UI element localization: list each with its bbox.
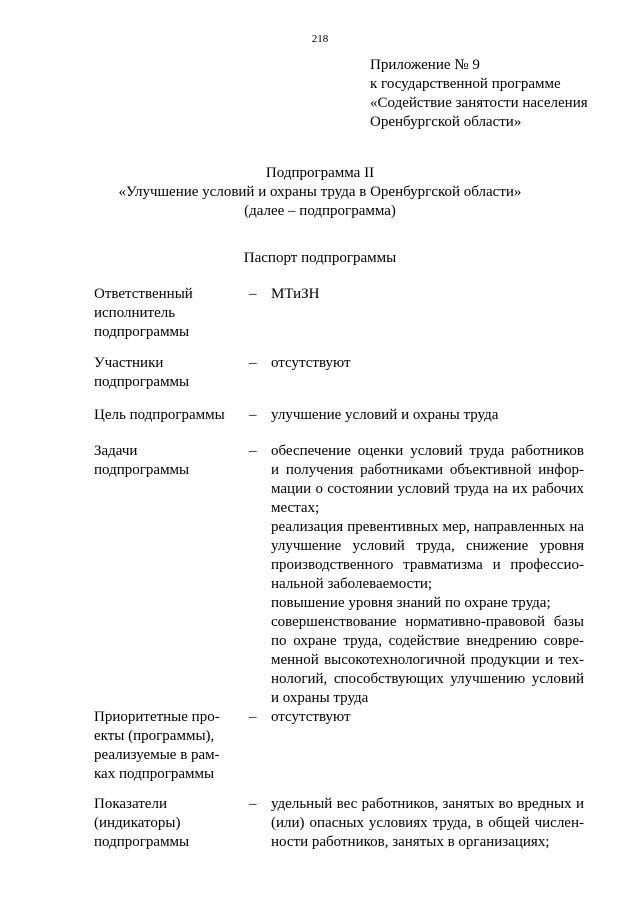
- row-label: Приоритетные про- екты (программы), реализуемые в рам- ках подпрограммы: [94, 709, 220, 782]
- appendix-line: к государственной программе: [370, 76, 561, 92]
- appendix-line: «Содействие занятости населения: [370, 95, 588, 111]
- row-dash: –: [249, 796, 257, 812]
- row-label: Ответственный исполнитель подпрограммы: [94, 286, 193, 340]
- subprogram-name: «Улучшение условий и охраны труда в Оренбургской области»: [118, 184, 522, 200]
- row-dash: –: [249, 443, 257, 459]
- row-value: отсутствуют: [271, 355, 351, 371]
- subprogram-title: Подпрограмма II: [265, 165, 375, 181]
- row-value: МТиЗН: [271, 286, 320, 302]
- appendix-line: Оренбургской области»: [370, 114, 522, 130]
- row-dash: –: [249, 286, 257, 302]
- row-value: отсутствуют: [271, 709, 351, 725]
- row-label: Участники подпрограммы: [94, 355, 190, 390]
- row-value: удельный вес работников, занятых во вредных и (или) опасных условиях труда, в общей числен- ности работников, занятых в организациях;: [271, 796, 584, 850]
- row-dash: –: [249, 407, 257, 423]
- appendix-line: Приложение № 9: [370, 57, 480, 73]
- page-number: 218: [311, 33, 329, 45]
- row-label: Цель подпрограммы: [94, 407, 225, 423]
- row-value: обеспечение оценки условий труда работников и получения работниками объективной инфор- мации о состоянии условий труда на их рабочих местах; реализация превентивных мер, направленных на улучшение условий труда, снижение уровня производственного травматизма и профессио- нальной заболеваемости; повышение уровня знаний по охране труда; совершенствование нормативно-правовой базы по охране труда, содействие внедрению совре- менной высокотехнологичной продукции и тех- нологий, способствующих улучшению условий и охраны труда: [271, 443, 584, 706]
- row-value: улучшение условий и охраны труда: [271, 407, 499, 423]
- passport-heading: Паспорт подпрограммы: [243, 250, 397, 266]
- appendix-block: [370, 56, 630, 132]
- subprogram-note: (далее – подпрограмма): [244, 203, 396, 219]
- row-label: Задачи подпрограммы: [94, 443, 190, 478]
- row-label: Показатели (индикаторы) подпрограммы: [94, 796, 190, 850]
- row-dash: –: [249, 709, 257, 725]
- row-dash: –: [249, 355, 257, 371]
